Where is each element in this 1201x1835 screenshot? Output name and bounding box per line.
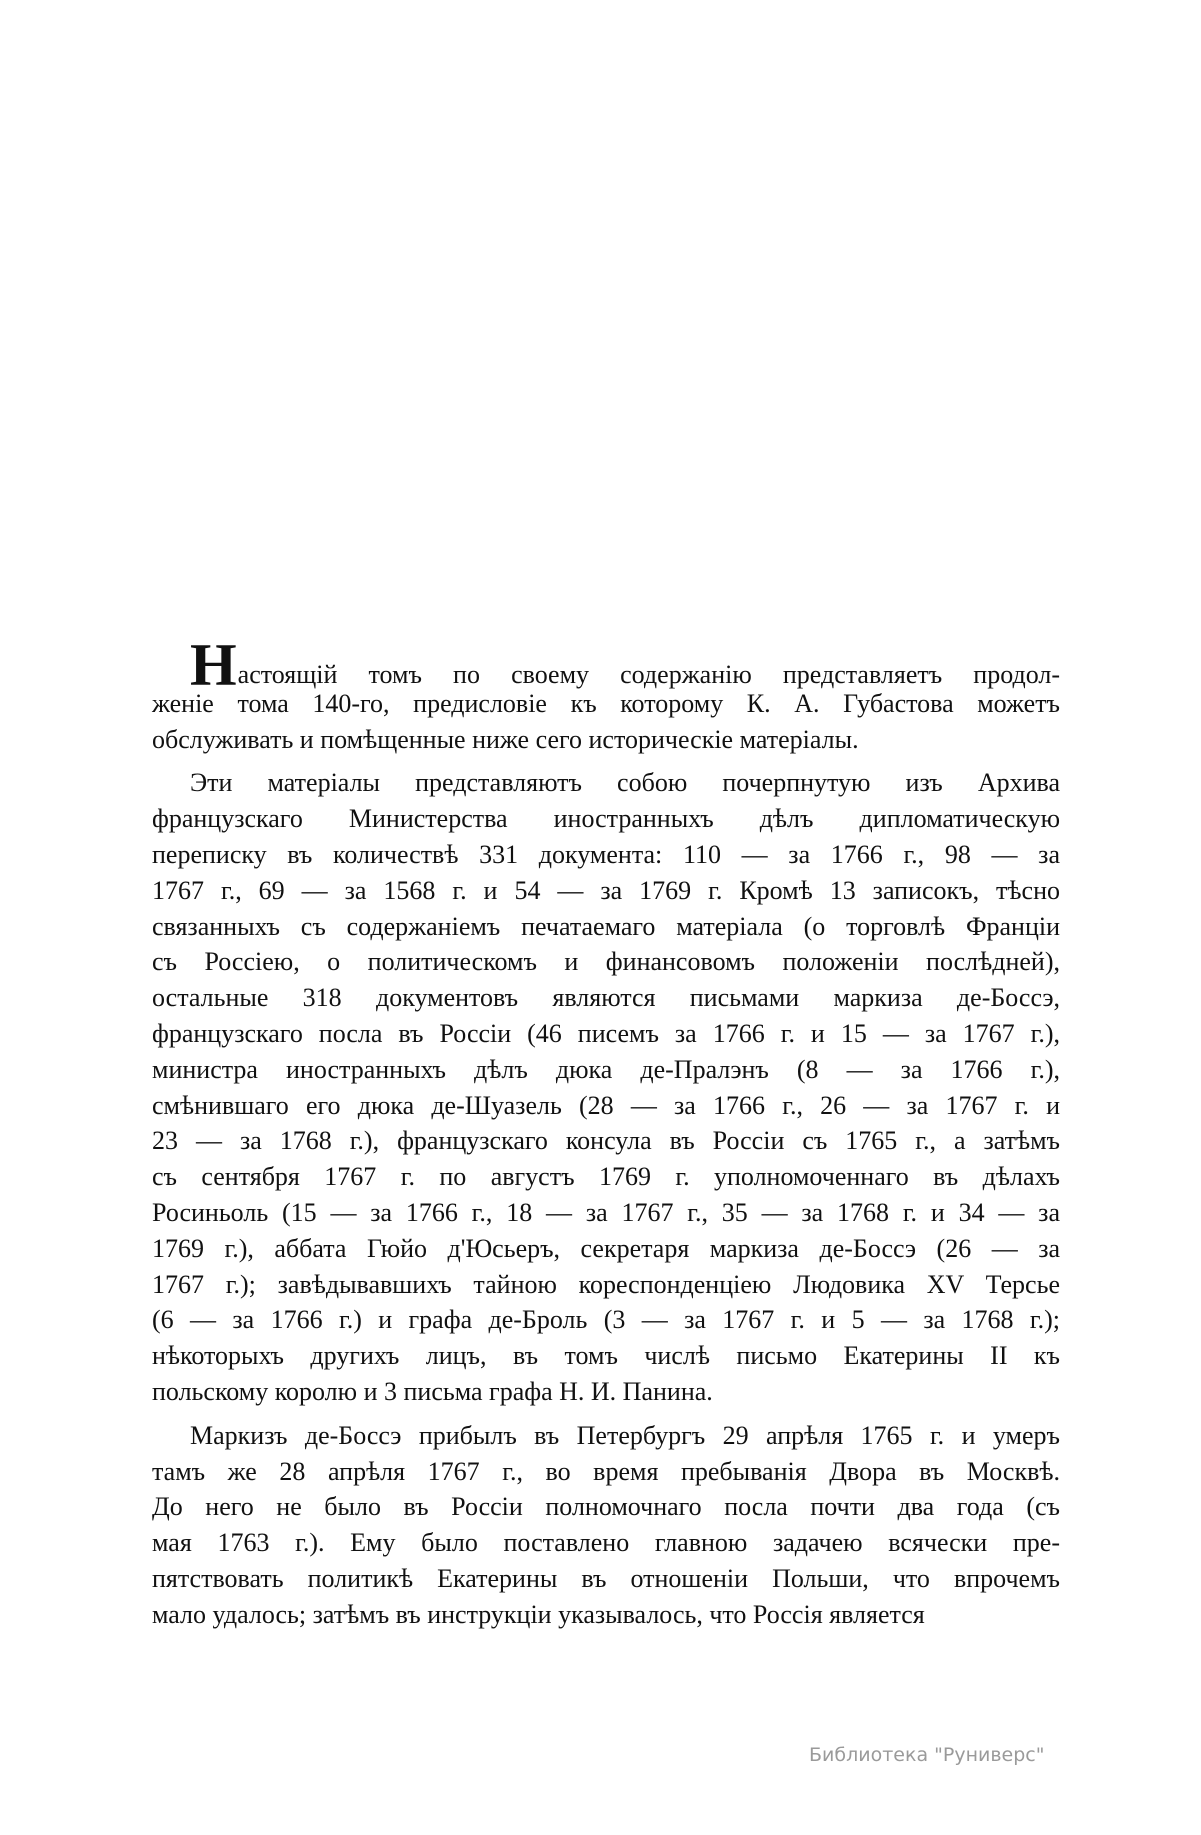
paragraph-1	[152, 632, 1060, 757]
text-line: женіе тома 140-го, предисловіе къ которому К. А. Губастова можетъ	[152, 688, 1060, 718]
text-line: Росиньоль (15 — за 1766 г., 18 — за 1767 г., 35 — за 1768 г. и 34 — за	[152, 1197, 1060, 1227]
text-line: 1767 г.); завѣдывавшихъ тайною кореспонденціею Людовика XV Терсье	[152, 1269, 1060, 1299]
text-line: мало удалось; затѣмъ въ инструкціи указывалось, что Россія является	[152, 1599, 925, 1629]
text-line: 1767 г., 69 — за 1568 г. и 54 — за 1769 г. Кромѣ 13 записокъ, тѣсно	[152, 875, 1060, 905]
text-line: остальные 318 документовъ являются письмами маркиза де-Боссэ,	[152, 983, 1060, 1013]
text-line: съ Россіею, о политическомъ и финансовомъ положеніи послѣдней),	[152, 947, 1060, 977]
paragraph-2	[152, 765, 1060, 1409]
text-line: обслуживать и помѣщенные ниже сего историческіе матеріалы.	[152, 724, 859, 754]
text-line: смѣнившаго его дюка де-Шуазель (28 — за 1766 г., 26 — за 1767 г. и	[152, 1090, 1060, 1120]
text-line: мая 1763 г.). Ему было поставлено главною задачею всячески пре-	[152, 1528, 1060, 1558]
document-body	[152, 632, 1060, 1641]
text-line: переписку въ количествѣ 331 документа: 110 — за 1766 г., 98 — за	[152, 839, 1060, 869]
text-line: съ сентября 1767 г. по августъ 1769 г. уполномоченнаго въ дѣлахъ	[152, 1162, 1060, 1192]
text-line: 1769 г.), аббата Гюйо д'Юсьеръ, секретаря маркиза де-Боссэ (26 — за	[152, 1233, 1060, 1263]
text-line: французскаго посла въ Россіи (46 писемъ за 1766 г. и 15 — за 1767 г.),	[152, 1018, 1060, 1048]
text-line	[152, 632, 1060, 698]
text-line: До него не было въ Россіи полномочнаго посла почти два года (съ	[152, 1492, 1060, 1522]
text-line: (6 — за 1766 г.) и графа де-Броль (3 — за 1767 г. и 5 — за 1768 г.);	[152, 1305, 1060, 1335]
text-line: Маркизъ де-Боссэ прибылъ въ Петербургъ 29 апрѣля 1765 г. и умеръ	[190, 1420, 1060, 1450]
text-line: 23 — за 1768 г.), французскаго консула въ Россіи съ 1765 г., а затѣмъ	[152, 1126, 1060, 1156]
paragraph-3	[152, 1418, 1060, 1633]
text-line: нѣкоторыхъ другихъ лицъ, въ томъ числѣ письмо Екатерины II къ	[152, 1341, 1060, 1371]
library-watermark: Библиотека "Руниверс"	[809, 1744, 1045, 1766]
drop-cap: Н	[190, 632, 237, 698]
text-line: тамъ же 28 апрѣля 1767 г., во время пребыванія Двора въ Москвѣ.	[152, 1456, 1060, 1486]
text-line: пятствовать политикѣ Екатерины въ отношеніи Польши, что впрочемъ	[152, 1563, 1060, 1593]
text-line: министра иностранныхъ дѣлъ дюка де-Пралэнъ (8 — за 1766 г.),	[152, 1054, 1060, 1084]
text-line-rest: астоящій томъ по своему содержанію представляетъ продол-	[237, 660, 1060, 689]
text-line: связанныхъ съ содержаніемъ печатаемаго матеріала (о торговлѣ Франціи	[152, 911, 1060, 941]
text-line: польскому королю и 3 письма графа Н. И. Панина.	[152, 1376, 713, 1406]
text-line: французскаго Министерства иностранныхъ дѣлъ дипломатическую	[152, 804, 1060, 834]
text-line: Эти матеріалы представляютъ собою почерпнутую изъ Архива	[190, 768, 1060, 798]
